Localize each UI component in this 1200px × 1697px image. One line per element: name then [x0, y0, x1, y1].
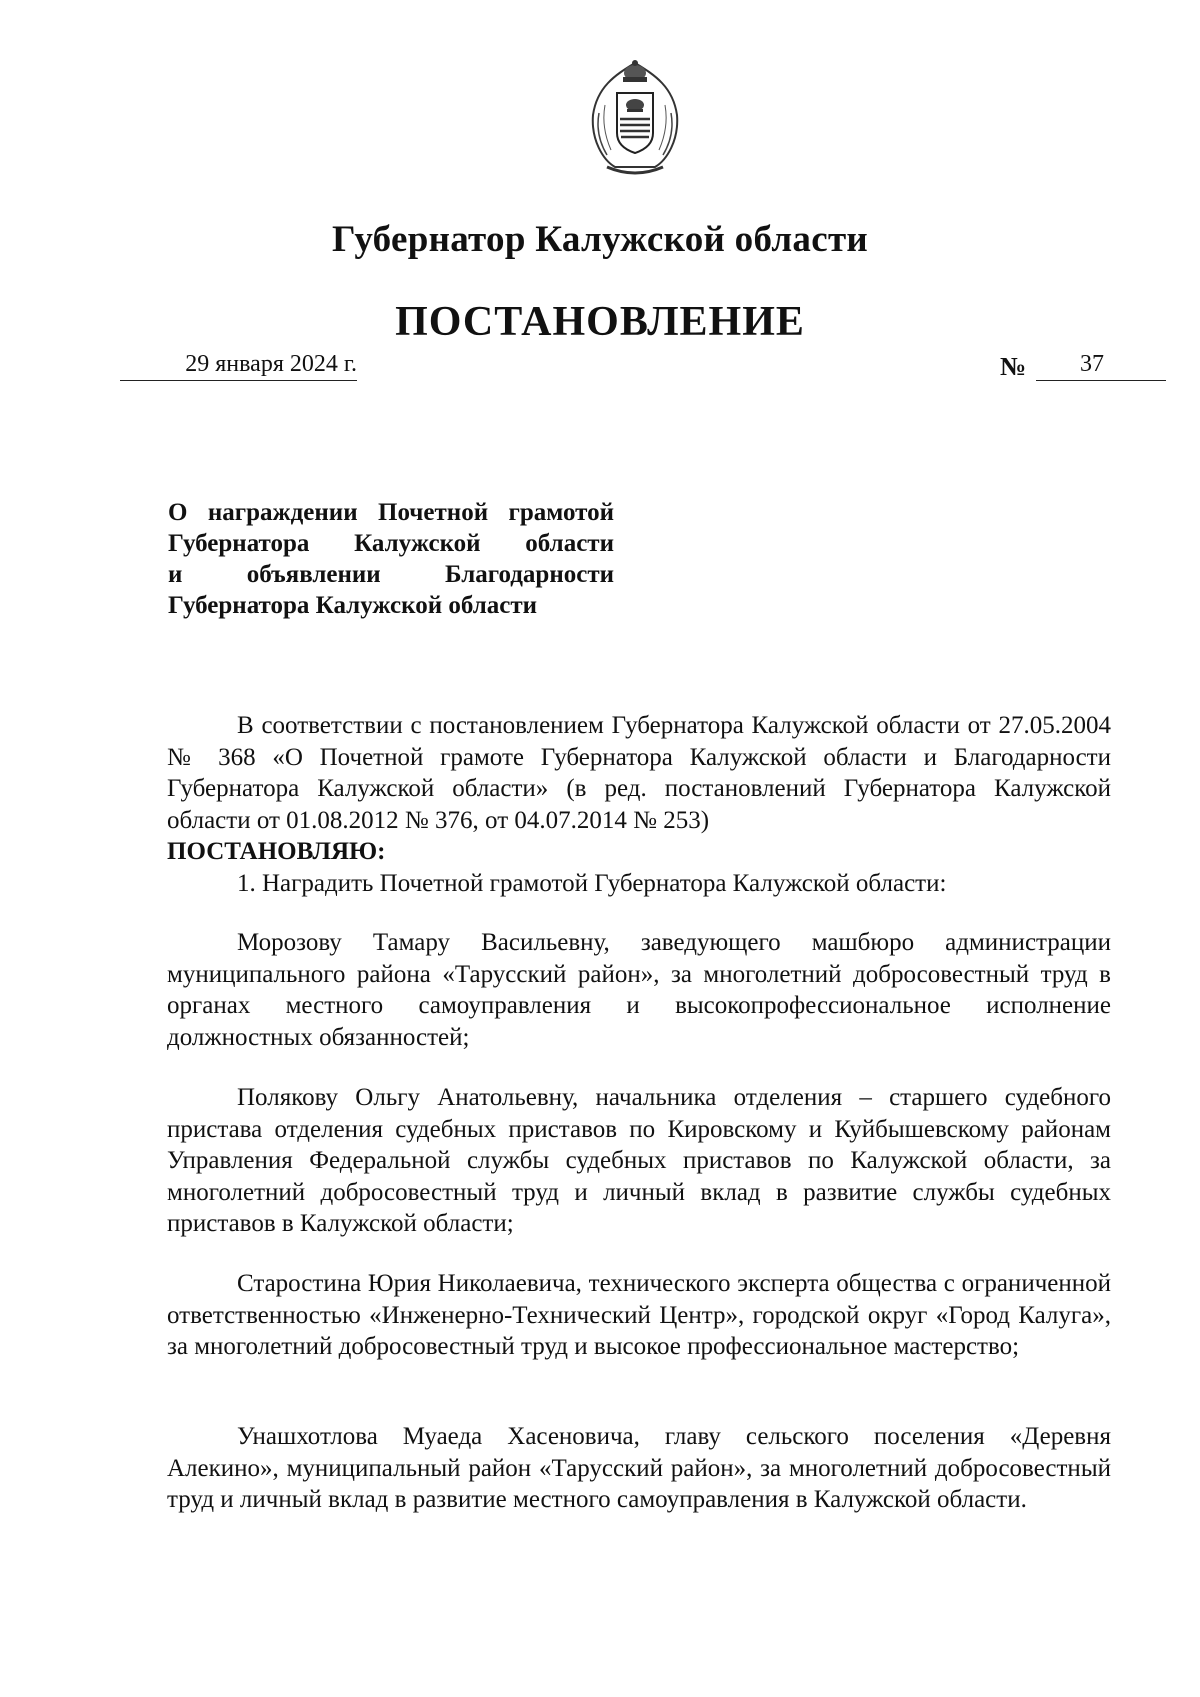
awardee-paragraph [167, 1082, 1111, 1240]
preamble-block [167, 710, 1111, 899]
number-label: № [1000, 352, 1027, 381]
awardee-text: Старостина Юрия Николаевича, технического эксперта общества с ограниченной ответственностью «Инженерно-Технический Центр», городской округ «Город Калуга», за многолетний добросовестный труд и высокое профессиональное мастерство; [167, 1270, 1111, 1360]
decree-word: ПОСТАНОВЛЯЮ: [167, 838, 386, 865]
document-number: 37 [1036, 350, 1166, 381]
awardee-paragraph [167, 1268, 1111, 1363]
document-date: 29 января 2024 г. [120, 350, 357, 381]
document-subject [168, 497, 614, 621]
awardee-text: Морозову Тамару Васильевну, заведующего машбюро администрации муниципального района «Тарусский район», за многолетний добросовестный труд в органах местного самоуправления и высокопрофессиональное исполнение должностных обязанностей; [167, 929, 1111, 1051]
preamble-text: В соответствии с постановлением Губернатора Калужской области от 27.05.2004 № 368 «О Почетной грамоте Губернатора Калужской области и Благодарности Губернатора Калужской области» (в ред. постановлений Губернатора Калужской области от 01.08.2012 № 376, от 04.07.2014 № 253) [167, 712, 1111, 834]
awardee-paragraph [167, 927, 1111, 1053]
authority-title: Губернатор Калужской области [331, 219, 869, 260]
subject-line: Губернатора Калужской области [168, 592, 538, 619]
subject-line: О награждении Почетной грамотой [168, 499, 614, 526]
awardee-text: Унашхотлова Муаеда Хасеновича, главу сельского поселения «Деревня Алекино», муниципальный район «Тарусский район», за многолетний добросовестный труд и личный вклад в развитие местного самоуправления в Калужской области. [167, 1423, 1111, 1513]
document-type-title: ПОСТАНОВЛЕНИЕ [395, 299, 805, 345]
subject-line: Губернатора Калужской области [168, 530, 614, 557]
awardee-paragraph [167, 1421, 1111, 1516]
item-1: 1. Наградить Почетной грамотой Губернатора Калужской области: [237, 869, 947, 897]
subject-line: и объявлении Благодарности [168, 561, 614, 588]
awardee-text: Полякову Ольгу Анатольевну, начальника отделения – старшего судебного пристава отделения судебных приставов по Кировскому и Куйбышевскому районам Управления Федеральной службы судебных приставов по Калужской области, за многолетний добросовестный труд и личный вклад в развитие службы судебных приставов в Калужской области; [167, 1084, 1111, 1237]
coat-of-arms-icon [585, 55, 685, 180]
